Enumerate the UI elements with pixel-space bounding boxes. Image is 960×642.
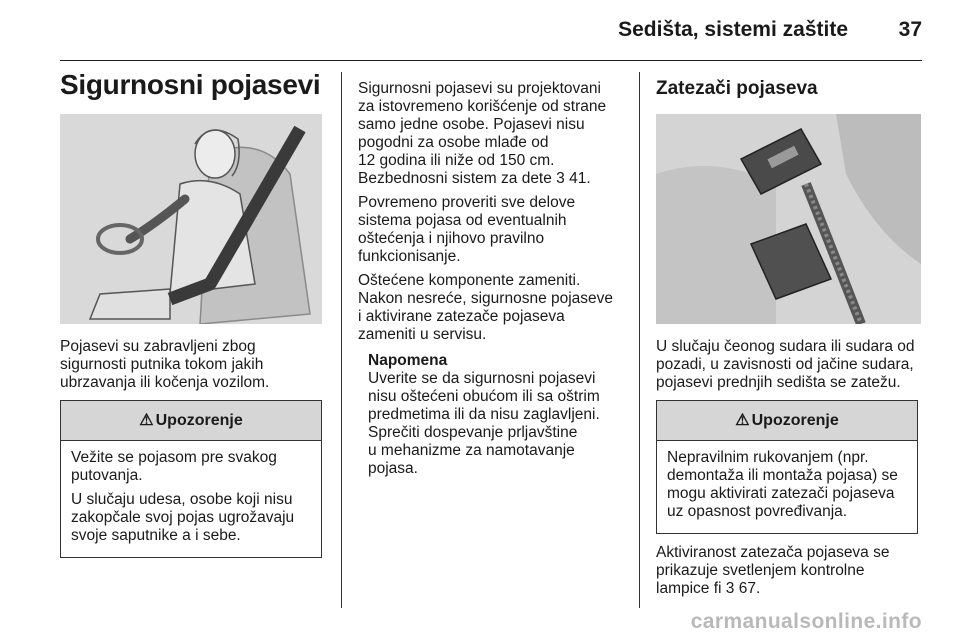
text-line: putovanja.: [71, 467, 143, 484]
warning-box: [656, 400, 918, 534]
text-line: pozadi, u zavisnosti od jačine sudara,: [656, 356, 914, 373]
text-line: za istovremeno korišćenje od strane: [358, 98, 607, 115]
text-line: nisu oštećeni obućom ili sa oštrim: [368, 388, 600, 405]
warning-header: [657, 401, 917, 441]
seatbelt-buckle-icon: [656, 114, 921, 324]
text-line: pojasevi prednjih sedišta se zatežu.: [656, 374, 901, 391]
text-line: zameniti u servisu.: [358, 326, 487, 343]
column-2: [358, 80, 634, 478]
text-line: Nakon nesreće, sigurnosne pojaseve: [358, 290, 614, 307]
text-line: U slučaju udesa, osobe koji nisu: [71, 491, 293, 508]
warning-paragraph: [667, 449, 907, 521]
column-divider: [639, 72, 640, 608]
text-line: samo jedne osobe. Pojasevi nisu: [358, 116, 585, 133]
note-text: [368, 370, 634, 478]
header-title: Sedišta, sistemi zaštite: [618, 18, 848, 41]
column-1: [60, 69, 325, 558]
section-heading: Sigurnosni pojasevi: [60, 69, 321, 100]
text-line: Oštećene komponente zameniti.: [358, 272, 581, 289]
page-number: 37: [898, 18, 922, 41]
body-paragraph: [358, 194, 634, 266]
text-line: Povremeno proveriti sve delove: [358, 194, 576, 211]
text-line: mogu aktivirati zatezači pojaseva: [667, 485, 895, 502]
text-line: Sprečiti dospevanje prljavštine: [368, 424, 578, 441]
text-line: sigurnosti putnika tokom jakih: [60, 356, 264, 373]
text-line: Pojasevi su zabravljeni zbog: [60, 338, 256, 355]
column-3: [656, 80, 922, 604]
warning-header: [61, 401, 321, 441]
text-line: i aktivirane zatezače pojaseva: [358, 308, 565, 325]
body-paragraph: [358, 80, 634, 188]
header-rule: [60, 60, 922, 61]
text-line: Uverite se da sigurnosni pojasevi: [368, 370, 596, 387]
text-line: 12 godina ili niže od 150 cm.: [358, 152, 555, 169]
text-line: prikazuje svetlenjem kontrolne: [656, 562, 865, 579]
belt-tensioner-illustration: [656, 114, 921, 324]
text-line: ubrzavanja ili kočenja vozilom.: [60, 374, 270, 391]
text-line: Aktiviranost zatezača pojaseva se: [656, 544, 890, 561]
warning-triangle-icon: ⚠: [139, 412, 154, 429]
text-line: demontaža ili montaža pojasa) se: [667, 467, 898, 484]
text-line: pojasa.: [368, 460, 418, 477]
text-line: predmetima ili da nisu zaglavljeni.: [368, 406, 600, 423]
text-line: lampice ﬁ 3 67.: [656, 580, 761, 597]
warning-title: Upozorenje: [751, 412, 839, 429]
text-line: sistema pojasa od eventualnih: [358, 212, 567, 229]
note-block: [368, 352, 634, 478]
text-line: Nepravilnim rukovanjem (npr.: [667, 449, 869, 466]
warning-triangle-icon: ⚠: [735, 412, 750, 429]
watermark: carmanualsonline.info: [690, 610, 922, 633]
driver-with-seatbelt-icon: [60, 114, 322, 324]
text-line: oštećenja i njihovo pravilno: [358, 230, 545, 247]
warning-body: [657, 441, 917, 533]
text-line: U slučaju čeonog sudara ili sudara od: [656, 338, 915, 355]
caption-paragraph: [60, 338, 325, 392]
section-heading: Zatezači pojaseva: [656, 78, 818, 99]
warning-paragraph: [71, 491, 311, 545]
text-line: uz opasnost povređivanja.: [667, 503, 848, 520]
warning-box: [60, 400, 322, 558]
note-title: Napomena: [368, 352, 448, 369]
text-line: Bezbednosni sistem za dete 3 41.: [358, 170, 591, 187]
text-line: Vežite se pojasom pre svakog: [71, 449, 277, 466]
column-divider: [341, 72, 342, 608]
text-line: u mehanizme za namotavanje: [368, 442, 575, 459]
body-paragraph: [656, 544, 922, 598]
text-line: svoje saputnike a i sebe.: [71, 527, 241, 544]
text-line: funkcionisanje.: [358, 248, 461, 265]
text-line: pogodni za osobe mlađe od: [358, 134, 549, 151]
warning-paragraph: [71, 449, 311, 485]
warning-body: [61, 441, 321, 557]
warning-title: Upozorenje: [155, 412, 243, 429]
text-line: Sigurnosni pojasevi su projektovani: [358, 80, 601, 97]
seatbelt-driver-illustration: [60, 114, 322, 324]
body-paragraph: [358, 272, 634, 344]
text-line: zakopčale svoj pojas ugrožavaju: [71, 509, 295, 526]
body-paragraph: [656, 338, 922, 392]
